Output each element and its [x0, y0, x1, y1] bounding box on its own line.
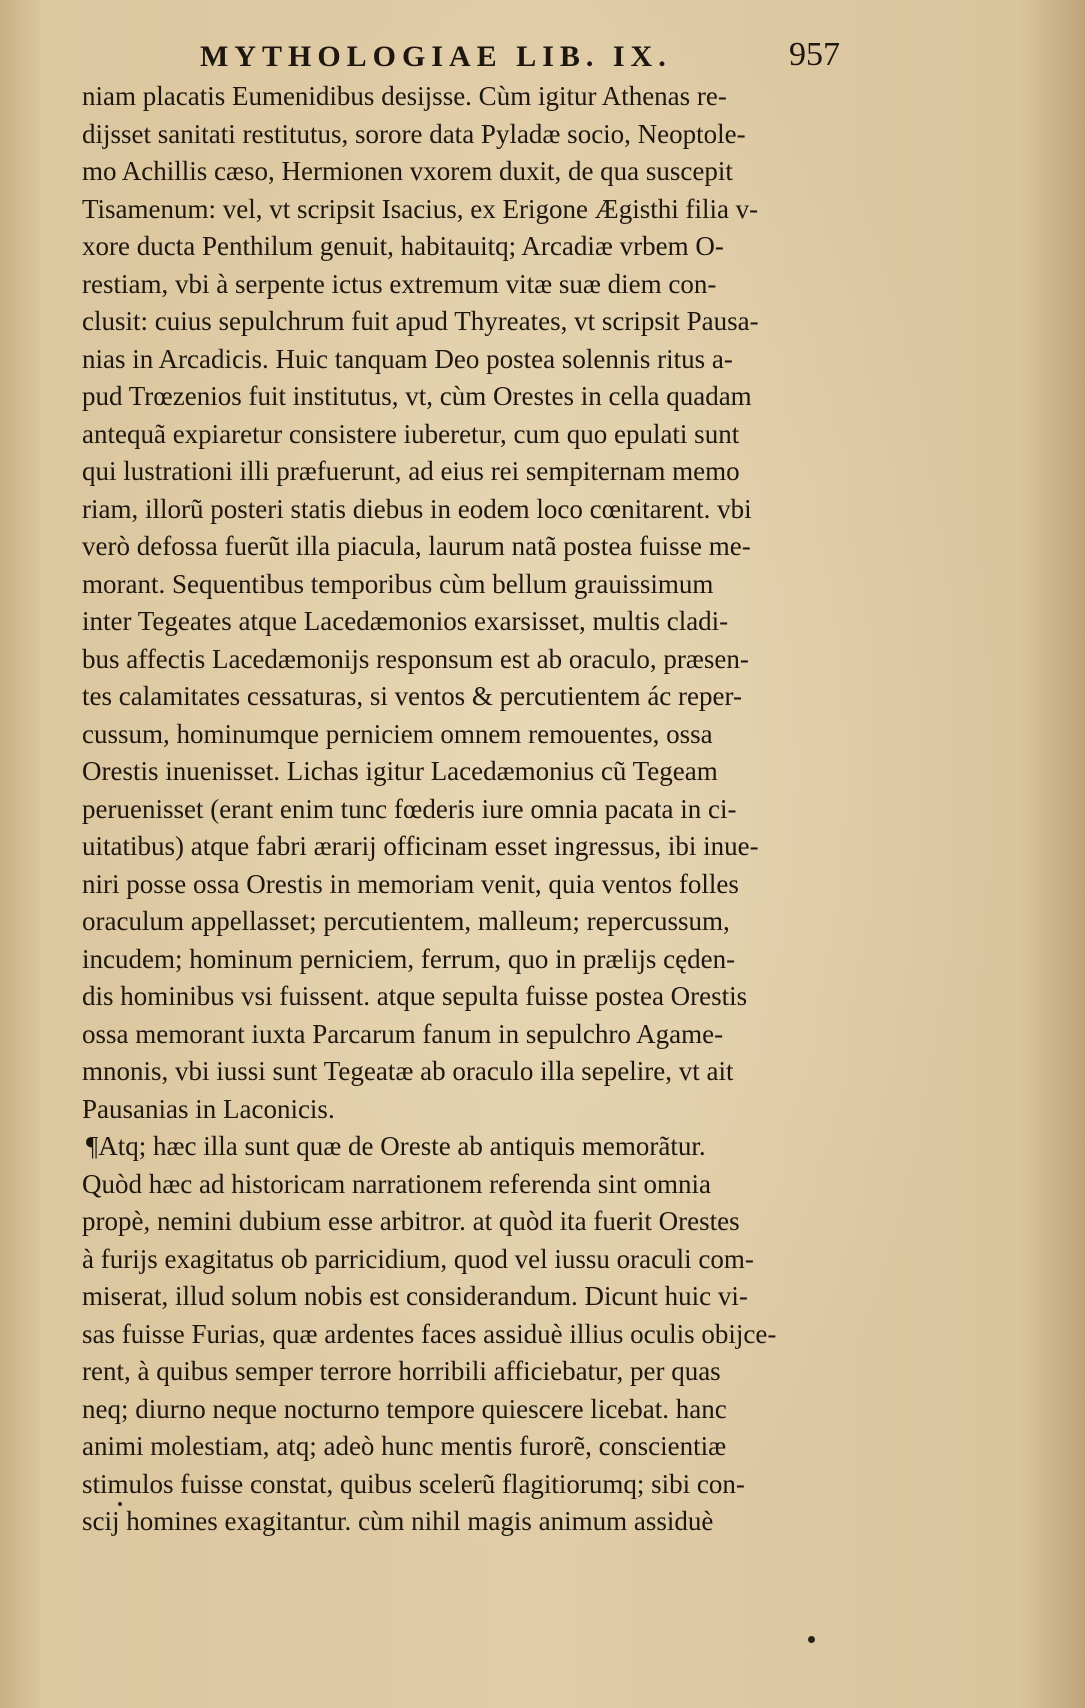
- text-line: Pausanias in Laconicis.: [82, 1093, 335, 1124]
- text-line: rent, à quibus semper terrore horribili afficiebatur, per quas: [82, 1356, 721, 1386]
- running-head: MYTHOLOGIAE LIB. IX.: [200, 40, 672, 73]
- text-line: inter Tegeates atque Lacedæmonios exarsisset, multis cladi-: [82, 606, 729, 636]
- text-line: morant. Sequentibus temporibus cùm bellum grauissimum: [82, 568, 714, 599]
- text-line: niri posse ossa Orestis in memoriam venit, quia ventos folles: [82, 868, 739, 899]
- text-line: tes calamitates cessaturas, si ventos & percutientem ác reper-: [82, 681, 742, 711]
- paragraph-1: [82, 78, 872, 1128]
- text-line: peruenisset (erant enim tunc fœderis iure omnia pacata in ci-: [82, 793, 737, 824]
- text-line: dis hominibus vsi fuissent. atque sepulta fuisse postea Orestis: [82, 981, 748, 1011]
- text-line: Quòd hæc ad historicam narrationem referenda sint omnia: [82, 1168, 712, 1199]
- text-line: niam placatis Eumenidibus desijsse. Cùm igitur Athenas re-: [82, 81, 727, 111]
- text-line: miserat, illud solum nobis est considerandum. Dicunt huic vi-: [82, 1281, 748, 1311]
- text-line: pud Trœzenios fuit institutus, vt, cùm Orestes in cella quadam: [82, 381, 752, 411]
- paragraph-2: [82, 1128, 872, 1541]
- text-line: scij homines exagitantur. cùm nihil magis animum assiduè: [82, 1506, 714, 1536]
- text-line: qui lustrationi illi præfuerunt, ad eius rei sempiternam memo: [82, 456, 740, 486]
- text-line: nias in Arcadicis. Huic tanquam Deo postea solennis ritus a-: [82, 343, 733, 374]
- ink-spot: [808, 1636, 815, 1643]
- page-number: 957: [789, 36, 840, 73]
- text-line: bus affectis Lacedæmonijs responsum est ab oraculo, præsen-: [82, 643, 749, 674]
- text-line: incudem; hominum perniciem, ferrum, quo in prælijs cęden-: [82, 943, 736, 974]
- text-line: sas fuisse Furias, quæ ardentes faces assiduè illius oculis obijce-: [82, 1318, 777, 1349]
- text-line: propè, nemini dubium esse arbitror. at quòd ita fuerit Orestes: [82, 1206, 740, 1236]
- page-body: [82, 78, 872, 1541]
- text-line: oraculum appellasset; percutientem, malleum; repercussum,: [82, 906, 730, 936]
- text-line: antequã expiaretur consistere iuberetur, cum quo epulati sunt: [82, 418, 740, 449]
- text-line: restiam, vbi à serpente ictus extremum vitæ suæ diem con-: [82, 268, 717, 299]
- text-line: mnonis, vbi iussi sunt Tegeatæ ab oraculo illa sepelire, vt ait: [82, 1056, 734, 1086]
- text-line: uitatibus) atque fabri ærarij officinam esset ingressus, ibi inue-: [82, 831, 759, 861]
- text-line: cussum, hominumque perniciem omnem remouentes, ossa: [82, 718, 713, 749]
- text-line: xore ducta Penthilum genuit, habitauitq; Arcadiæ vrbem O-: [82, 231, 724, 261]
- text-line: mo Achillis cæso, Hermionen vxorem duxit, de qua suscepit: [82, 156, 733, 186]
- text-line: riam, illorũ posteri statis diebus in eodem loco cœnitarent. vbi: [82, 493, 752, 524]
- page-header: [200, 34, 840, 78]
- text-line: Orestis inuenisset. Lichas igitur Lacedæmonius cũ Tegeam: [82, 756, 718, 786]
- text-line: Tisamenum: vel, vt scripsit Isacius, ex Erigone Ægisthi filia v-: [82, 193, 759, 224]
- text-line: à furijs exagitatus ob parricidium, quod vel iussu oraculi com-: [82, 1243, 754, 1274]
- text-line: ossa memorant iuxta Parcarum fanum in sepulchro Agame-: [82, 1018, 724, 1049]
- text-line: verò defossa fuerũt illa piacula, laurum natã postea fuisse me-: [82, 531, 751, 561]
- text-line: ¶Atq; hæc illa sunt quæ de Oreste ab antiquis memorãtur.: [86, 1131, 706, 1161]
- text-line: stimulos fuisse constat, quibus scelerũ flagitiorumq; sibi con-: [82, 1468, 745, 1499]
- text-line: clusit: cuius sepulchrum fuit apud Thyreates, vt scripsit Pausa-: [82, 306, 759, 336]
- text-line: neq; diurno neque nocturno tempore quiescere licebat. hanc: [82, 1393, 727, 1424]
- text-line: animi molestiam, atq; adeò hunc mentis furorẽ, conscientiæ: [82, 1431, 727, 1461]
- ink-spot: [118, 1502, 122, 1506]
- text-line: dijsset sanitati restitutus, sorore data Pyladæ socio, Neoptole-: [82, 118, 746, 149]
